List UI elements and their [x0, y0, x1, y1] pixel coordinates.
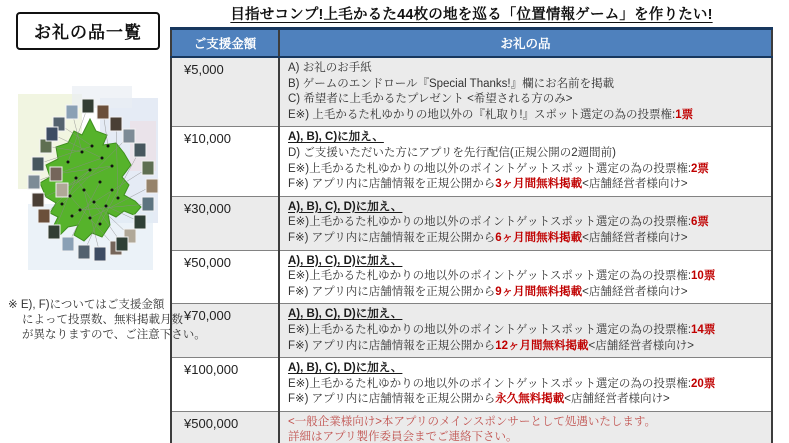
rewards-table: [170, 27, 773, 443]
amount-cell: ¥10,000: [184, 131, 231, 147]
reward-cell: A), B), C), D)に加え、 E※)上毛かるた札ゆかりの地以外のポイントゲットスポット選定の為の投票権:14票 F※) アプリ内に店舗情報を正規公開から12ヶ月間無料掲載<店舗経営者様向け>: [279, 304, 772, 358]
reward-cell: A), B), C), D)に加え、 E※)上毛かるた札ゆかりの地以外のポイントゲットスポット選定の為の投票権:20票 F※) アプリ内に店舗情報を正規公開から永久無料掲載<店舗経営者様向け>: [279, 358, 772, 412]
page-title-wrap: [170, 3, 773, 24]
reward-cell: A) お礼のお手紙 B) ゲームのエンドロール『Special Thanks!』欄にお名前を掲載 C) 希望者に上毛かるたプレゼント <希望される方のみ> E※) 上毛かるた札ゆかりの地以外の『札取り!』スポット選定の為の投票権:1票: [279, 57, 772, 127]
table-row: [171, 127, 772, 196]
table-row: [171, 196, 772, 250]
table-header-row: [171, 29, 772, 58]
rewards-badge: お礼の品一覧: [16, 12, 160, 50]
footnote-line: によって投票数、無料掲載月数: [22, 314, 183, 326]
reward-cell: A), B), C), D)に加え、 E※)上毛かるた札ゆかりの地以外のポイントゲットスポット選定の為の投票権:6票 F※) アプリ内に店舗情報を正規公開から6ヶ月間無料掲載<店舗経営者様向け>: [279, 196, 772, 250]
header-reward-cell: お礼の品: [279, 29, 772, 58]
amount-cell: ¥500,000: [184, 415, 239, 431]
amount-cell: ¥30,000: [184, 200, 231, 216]
amount-cell: ¥5,000: [184, 62, 224, 77]
header-amount-cell: ご支援金額: [171, 29, 279, 58]
table-row: [171, 57, 772, 127]
reward-cell: A), B), C), D)に加え、 E※)上毛かるた札ゆかりの地以外のポイントゲットスポット選定の為の投票権:10票 F※) アプリ内に店舗情報を正規公開から9ヶ月間無料掲載<店舗経営者様向け>: [279, 250, 772, 304]
table-row: [171, 411, 772, 443]
rewards-table-wrap: [170, 27, 773, 443]
footnote-line: ※ E), F)についてはご支援金額: [8, 299, 165, 311]
table-row: [171, 358, 772, 412]
amount-cell: ¥70,000: [184, 308, 231, 324]
amount-cell: ¥100,000: [184, 362, 239, 378]
amount-cell: ¥50,000: [184, 254, 231, 270]
table-row: [171, 304, 772, 358]
gunma-karuta-map-image: [12, 86, 164, 276]
rewards-table-body: [171, 57, 772, 443]
footnote-line: が異なりますので、ご注意下さい。: [22, 329, 206, 341]
reward-cell: <一般企業様向け>本アプリのメインスポンサーとして処遇いたします。 詳細はアプリ製作委員会までご連絡下さい。: [279, 411, 772, 443]
page-title: 目指せコンプ!上毛かるた44枚の地を巡る「位置情報ゲーム」を作りたい!: [230, 7, 713, 23]
reward-cell: A), B), C)に加え、 D) ご支援いただいた方にアプリを先行配信(正規公開の2週間前) E※)上毛かるた札ゆかりの地以外のポイントゲットスポット選定の為の投票権:2票 F※) アプリ内に店舗情報を正規公開から3ヶ月間無料掲載<店舗経営者様向け>: [279, 127, 772, 196]
footnote: [8, 298, 206, 343]
table-row: [171, 250, 772, 304]
